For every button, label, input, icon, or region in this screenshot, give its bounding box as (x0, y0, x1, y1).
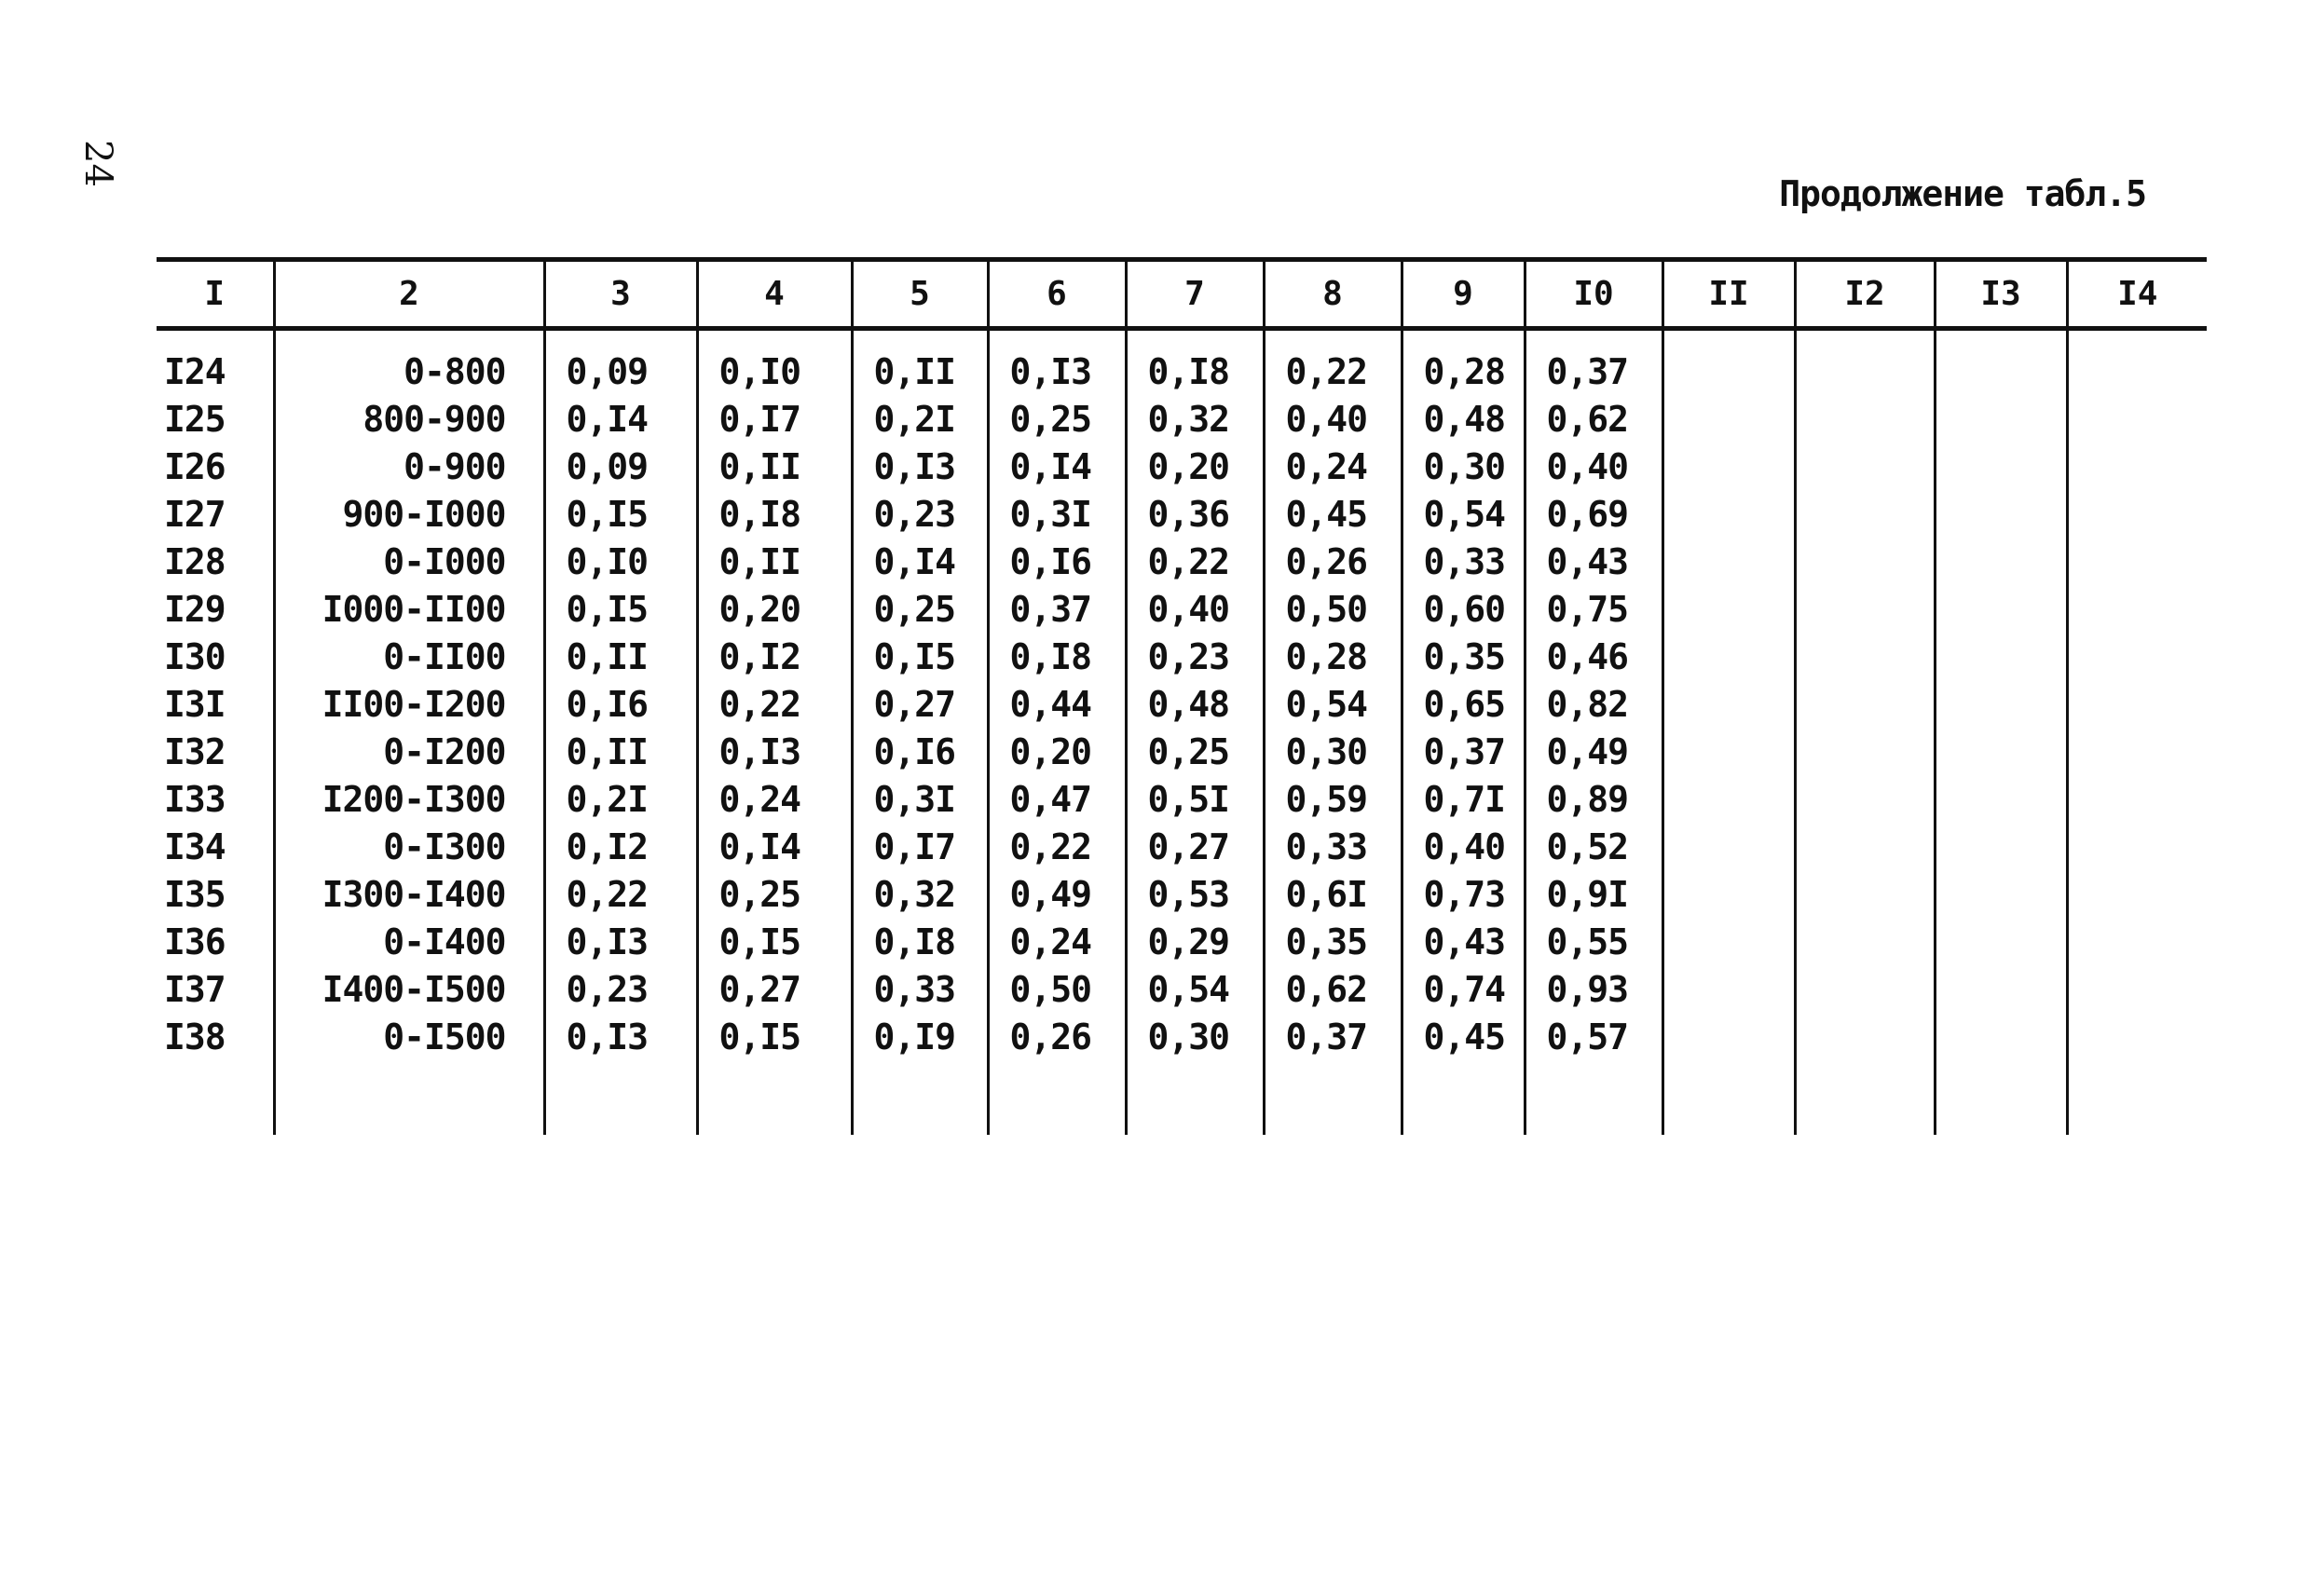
table-cell: 0,23 (1126, 633, 1264, 680)
table-cell: 0,46 (1525, 633, 1662, 680)
table-cell: 0,2I (544, 775, 697, 823)
table-cell: 0,54 (1402, 490, 1525, 538)
table-cell: 0,24 (697, 775, 852, 823)
table-cell (1662, 728, 1795, 775)
table-cell: I38 (164, 1016, 226, 1057)
table-cell: 0,25 (852, 585, 988, 633)
table-cell: 0,I3 (988, 329, 1126, 396)
table-cell: 0,3I (852, 775, 988, 823)
table-cell (1795, 728, 1935, 775)
table-cell: 0,26 (988, 1013, 1126, 1060)
table-cell (2067, 585, 2207, 633)
table-cell: 0,I6 (988, 538, 1126, 585)
table-cell (1662, 538, 1795, 585)
table-cell: 0,I3 (544, 918, 697, 965)
table-cell: 0,I4 (988, 443, 1126, 490)
table-cell: 0,I2 (697, 633, 852, 680)
table-cell: 0,48 (1126, 680, 1264, 728)
table-cell: 0,62 (1525, 395, 1662, 443)
table-cell (1935, 538, 2067, 585)
table-row (157, 728, 2207, 775)
table-cell: 0,54 (1126, 965, 1264, 1013)
table-row (157, 823, 2207, 870)
table-cell: 0,65 (1402, 680, 1525, 728)
table-cell: 0,I4 (852, 538, 988, 585)
table-cell: I300-I400 (274, 870, 544, 918)
table-cell: 0,I7 (852, 823, 988, 870)
table-cell: I25 (164, 398, 226, 440)
table-cell: 0,35 (1264, 918, 1402, 965)
table-cell (2067, 775, 2207, 823)
table-cell (1795, 823, 1935, 870)
table-cell: I28 (164, 540, 226, 582)
table-cell: 0,45 (1402, 1013, 1525, 1060)
column-header-2: 2 (274, 260, 544, 329)
table-cell: 0,I3 (852, 443, 988, 490)
table-cell (1795, 775, 1935, 823)
table-spacer-cell (1126, 1060, 1264, 1135)
table-cell: 0,29 (1126, 918, 1264, 965)
table-cell: 0-I400 (274, 918, 544, 965)
table-cell: 0,44 (988, 680, 1126, 728)
table-cell: 0,53 (1126, 870, 1264, 918)
table-cell: I37 (164, 968, 226, 1010)
table-cell: I24 (164, 350, 226, 392)
table-cell (1662, 1013, 1795, 1060)
table-cell: 0,54 (1264, 680, 1402, 728)
table-cell: 0,40 (1402, 823, 1525, 870)
page-number: 24 (76, 140, 119, 187)
table-cell (1795, 329, 1935, 396)
table-cell: 0,I9 (852, 1013, 988, 1060)
table-cell: 0-I200 (274, 728, 544, 775)
table-cell: 0,55 (1525, 918, 1662, 965)
table-cell (2067, 918, 2207, 965)
table-cell: I29 (164, 588, 226, 630)
table-cell: 0,40 (1264, 395, 1402, 443)
table-cell: 0,32 (1126, 395, 1264, 443)
table-cell (2067, 965, 2207, 1013)
table-cell: 0,27 (697, 965, 852, 1013)
table-cell: 0,22 (697, 680, 852, 728)
table-row (157, 395, 2207, 443)
table-row (157, 870, 2207, 918)
table-cell: 0,II (697, 538, 852, 585)
table-cell: 0,82 (1525, 680, 1662, 728)
table-cell: 0,I3 (544, 1013, 697, 1060)
table-cell: 0,I8 (1126, 329, 1264, 396)
table-cell (1795, 633, 1935, 680)
table-cell: 0,II (697, 443, 852, 490)
table-cell (1935, 823, 2067, 870)
table-spacer-cell (988, 1060, 1126, 1135)
table-cell: 0,49 (988, 870, 1126, 918)
table-cell: 0,6I (1264, 870, 1402, 918)
table-cell (1662, 443, 1795, 490)
column-header-11: II (1662, 260, 1795, 329)
table-cell (1935, 775, 2067, 823)
table-cell: 0,22 (988, 823, 1126, 870)
table-cell: 0,9I (1525, 870, 1662, 918)
table-cell: 0,45 (1264, 490, 1402, 538)
table-cell (1935, 633, 2067, 680)
table-cell: 0,20 (697, 585, 852, 633)
table-row (157, 585, 2207, 633)
table-cell: 0,I6 (852, 728, 988, 775)
table-cell: 0,I4 (544, 395, 697, 443)
table-row (157, 775, 2207, 823)
table-cell: 0,30 (1402, 443, 1525, 490)
table-spacer-cell (1662, 1060, 1795, 1135)
table-spacer-cell (1935, 1060, 2067, 1135)
table-cell: 0,32 (852, 870, 988, 918)
table-header-row (157, 260, 2207, 329)
table-cell: 0,59 (1264, 775, 1402, 823)
table-cell: I3I (164, 683, 226, 725)
table-row (157, 490, 2207, 538)
table-cell (1935, 918, 2067, 965)
table-cell: 0-900 (274, 443, 544, 490)
table-cell (1795, 1013, 1935, 1060)
table-row (157, 1013, 2207, 1060)
table-row (157, 965, 2207, 1013)
table-spacer-row (157, 1060, 2207, 1135)
table-row (157, 680, 2207, 728)
table-cell (2067, 680, 2207, 728)
table-cell: 0,II (544, 633, 697, 680)
table-cell: 0,75 (1525, 585, 1662, 633)
table-cell: 0,I5 (544, 585, 697, 633)
table-cell (2067, 728, 2207, 775)
table-cell: 0,20 (988, 728, 1126, 775)
table-cell (1935, 870, 2067, 918)
table-cell: 0,28 (1402, 329, 1525, 396)
table-cell: 0,I3 (697, 728, 852, 775)
table-cell (1935, 395, 2067, 443)
column-header-7: 7 (1126, 260, 1264, 329)
table-cell: 0,43 (1402, 918, 1525, 965)
table-cell (2067, 1013, 2207, 1060)
table-cell: 0,20 (1126, 443, 1264, 490)
table-cell: 0,48 (1402, 395, 1525, 443)
table-cell: 0,I5 (697, 918, 852, 965)
table-cell: 0,33 (852, 965, 988, 1013)
table-cell (2067, 633, 2207, 680)
table-cell: 0,I2 (544, 823, 697, 870)
table-cell (1795, 443, 1935, 490)
column-header-12: I2 (1795, 260, 1935, 329)
table-cell: 0,I8 (697, 490, 852, 538)
table-cell: 0,3I (988, 490, 1126, 538)
table-cell (1795, 538, 1935, 585)
table-cell: I30 (164, 635, 226, 677)
table-cell: 0,I5 (697, 1013, 852, 1060)
table-cell: I200-I300 (274, 775, 544, 823)
table-cell (2067, 823, 2207, 870)
table-cell: 0,7I (1402, 775, 1525, 823)
table-cell: 0,60 (1402, 585, 1525, 633)
table-cell: 0,22 (1264, 329, 1402, 396)
table-cell: 0,28 (1264, 633, 1402, 680)
table-cell: 0,24 (988, 918, 1126, 965)
table-cell: 0,69 (1525, 490, 1662, 538)
table-cell: 0-I300 (274, 823, 544, 870)
table-cell (2067, 395, 2207, 443)
table-cell (1795, 680, 1935, 728)
table-cell: 0,30 (1264, 728, 1402, 775)
table-cell (1795, 395, 1935, 443)
table-cell: 0,I5 (852, 633, 988, 680)
table-cell: 0,35 (1402, 633, 1525, 680)
column-header-5: 5 (852, 260, 988, 329)
table-cell: 0,27 (852, 680, 988, 728)
table-cell: 0,25 (1126, 728, 1264, 775)
table-row (157, 329, 2207, 396)
table-spacer-cell (274, 1060, 544, 1135)
table-spacer-cell (697, 1060, 852, 1135)
table-cell: 0,36 (1126, 490, 1264, 538)
table-cell (2067, 443, 2207, 490)
table-spacer-cell (1264, 1060, 1402, 1135)
table-cell: 0,40 (1525, 443, 1662, 490)
table-cell (1935, 329, 2067, 396)
table-cell: 0,II (544, 728, 697, 775)
table-cell: I27 (164, 493, 226, 535)
column-header-14: I4 (2067, 260, 2207, 329)
table-cell: 0,37 (1402, 728, 1525, 775)
table-spacer-cell (157, 1060, 274, 1135)
table-cell: 0,I0 (697, 329, 852, 396)
table-cell: 0,50 (988, 965, 1126, 1013)
table-cell (1662, 775, 1795, 823)
table-cell (1662, 823, 1795, 870)
column-header-3: 3 (544, 260, 697, 329)
table-cell: I26 (164, 445, 226, 487)
table-cell: 0,57 (1525, 1013, 1662, 1060)
table-cell (1795, 490, 1935, 538)
table-cell: 0,25 (988, 395, 1126, 443)
table-cell (1795, 870, 1935, 918)
table-cell (1662, 680, 1795, 728)
table-spacer-cell (1402, 1060, 1525, 1135)
table-cell: 0,47 (988, 775, 1126, 823)
table-cell (1935, 1013, 2067, 1060)
table-cell: 0-800 (274, 329, 544, 396)
table-body (157, 329, 2207, 1136)
table-cell (2067, 490, 2207, 538)
table-cell: 0,33 (1264, 823, 1402, 870)
table-cell: 0,I7 (697, 395, 852, 443)
table-cell (1662, 585, 1795, 633)
table-cell: 0,22 (544, 870, 697, 918)
table-cell: I34 (164, 825, 226, 867)
table-cell: 0-I500 (274, 1013, 544, 1060)
table-cell (2067, 538, 2207, 585)
table-cell: 0,49 (1525, 728, 1662, 775)
table-cell: I33 (164, 778, 226, 820)
table-cell (1662, 870, 1795, 918)
table-cell: 0,I8 (852, 918, 988, 965)
table-cell (1935, 443, 2067, 490)
table-cell: 0,52 (1525, 823, 1662, 870)
column-header-6: 6 (988, 260, 1126, 329)
table-row (157, 633, 2207, 680)
table-cell: 0,I4 (697, 823, 852, 870)
table-cell: 0,37 (1525, 329, 1662, 396)
table-cell (1935, 490, 2067, 538)
table-cell (1662, 329, 1795, 396)
table-cell (2067, 870, 2207, 918)
table-cell: 0,I6 (544, 680, 697, 728)
table-row (157, 918, 2207, 965)
table-spacer-cell (852, 1060, 988, 1135)
table-cell: 0,33 (1402, 538, 1525, 585)
table-cell (1795, 585, 1935, 633)
column-header-1: I (157, 260, 274, 329)
table-cell: 0,37 (1264, 1013, 1402, 1060)
table-cell: 0,2I (852, 395, 988, 443)
table-cell: 800-900 (274, 395, 544, 443)
table-spacer-cell (1795, 1060, 1935, 1135)
table-cell: 0,43 (1525, 538, 1662, 585)
table-cell: I000-II00 (274, 585, 544, 633)
table-cell: 0,26 (1264, 538, 1402, 585)
table-cell (1935, 585, 2067, 633)
table-cell: 0,09 (544, 329, 697, 396)
data-table-container (157, 257, 2207, 1135)
column-header-4: 4 (697, 260, 852, 329)
table-cell (1935, 728, 2067, 775)
table-spacer-cell (544, 1060, 697, 1135)
table-cell: 0,93 (1525, 965, 1662, 1013)
table-cell: 0-I000 (274, 538, 544, 585)
column-header-8: 8 (1264, 260, 1402, 329)
table-cell: 0,II (852, 329, 988, 396)
table-cell (2067, 329, 2207, 396)
table-row (157, 443, 2207, 490)
table-cell: 0,5I (1126, 775, 1264, 823)
table-cell: I32 (164, 730, 226, 772)
table-cell: 0,30 (1126, 1013, 1264, 1060)
table-spacer-cell (1525, 1060, 1662, 1135)
table-cell: 0,I0 (544, 538, 697, 585)
table-cell (1662, 918, 1795, 965)
table-caption: Продолжение табл.5 (1779, 173, 2146, 214)
table-cell: 0,62 (1264, 965, 1402, 1013)
table-cell: I36 (164, 921, 226, 962)
table-cell (1795, 965, 1935, 1013)
table-cell: 0,I8 (988, 633, 1126, 680)
table-cell: I400-I500 (274, 965, 544, 1013)
table-cell: II00-I200 (274, 680, 544, 728)
table-cell: 0,25 (697, 870, 852, 918)
data-table (157, 257, 2207, 1135)
table-spacer-cell (2067, 1060, 2207, 1135)
table-cell (1662, 633, 1795, 680)
table-cell: 0,40 (1126, 585, 1264, 633)
table-cell (1795, 918, 1935, 965)
table-cell: 0,50 (1264, 585, 1402, 633)
table-cell: 0,24 (1264, 443, 1402, 490)
table-cell: 0,37 (988, 585, 1126, 633)
column-header-9: 9 (1402, 260, 1525, 329)
table-cell (1662, 490, 1795, 538)
table-cell: 0,74 (1402, 965, 1525, 1013)
column-header-10: I0 (1525, 260, 1662, 329)
table-cell: 0-II00 (274, 633, 544, 680)
table-cell: 0,I5 (544, 490, 697, 538)
table-cell (1935, 965, 2067, 1013)
table-cell: 0,89 (1525, 775, 1662, 823)
table-cell: 0,27 (1126, 823, 1264, 870)
table-cell: I35 (164, 873, 226, 915)
table-cell: 0,23 (852, 490, 988, 538)
table-cell: 900-I000 (274, 490, 544, 538)
table-cell: 0,09 (544, 443, 697, 490)
table-cell: 0,23 (544, 965, 697, 1013)
table-cell: 0,22 (1126, 538, 1264, 585)
column-header-13: I3 (1935, 260, 2067, 329)
table-cell (1662, 965, 1795, 1013)
table-cell: 0,73 (1402, 870, 1525, 918)
table-row (157, 538, 2207, 585)
table-cell (1662, 395, 1795, 443)
table-cell (1935, 680, 2067, 728)
